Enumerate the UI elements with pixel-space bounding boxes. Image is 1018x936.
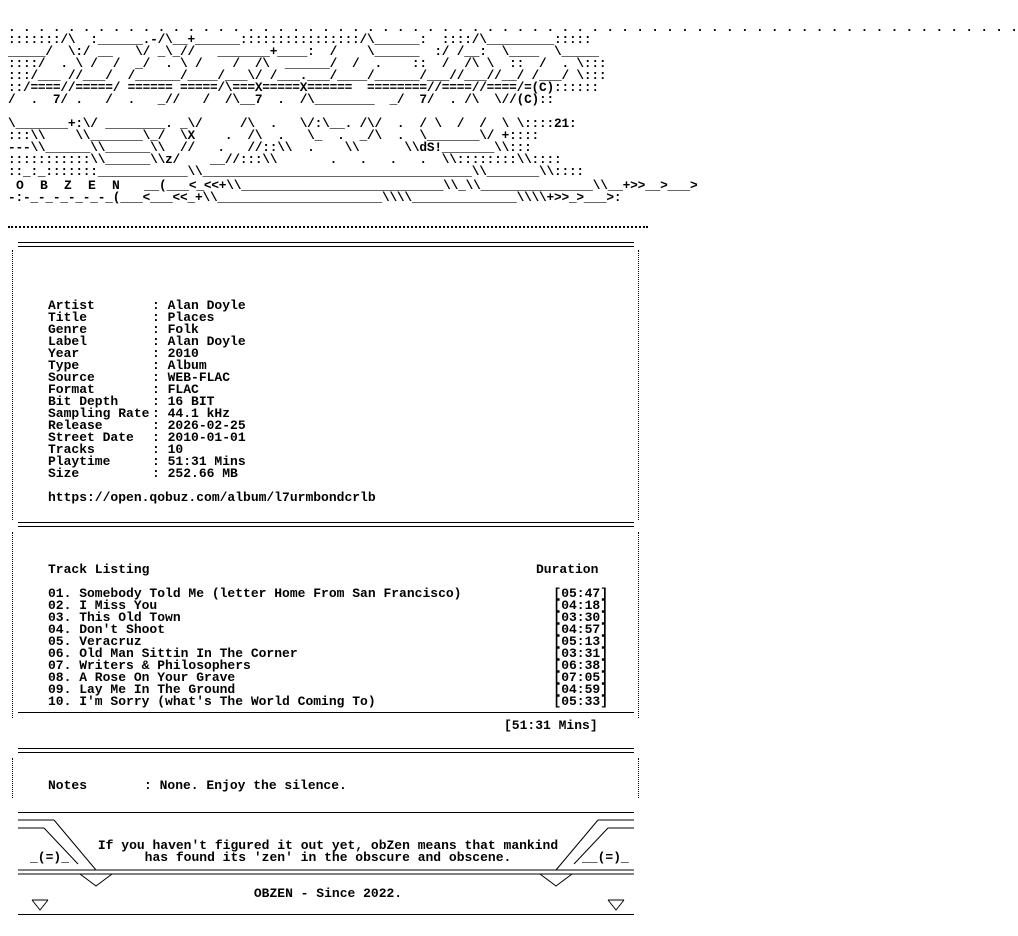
track-title: 07. Writers & Philosophers — [48, 658, 251, 673]
track-row — [48, 696, 608, 708]
frame-left-border — [12, 758, 13, 798]
info-value: 2010 — [167, 346, 199, 361]
banner-line: / . 7/ . / . _// / /\__7 . /\________ _/ 7/ . /\ \//(C):: — [8, 92, 554, 107]
info-key: Format — [48, 382, 95, 397]
frame-right-border — [638, 250, 639, 520]
info-row: Source : WEB-FLAC — [48, 370, 231, 385]
info-key: Title — [48, 310, 88, 325]
info-value: FLAC — [167, 382, 199, 397]
footer-message-line: has found its 'zen' in the obscure and obscene. — [144, 850, 512, 865]
info-row: Year : 2010 — [48, 346, 199, 361]
info-key: Bit Depth — [48, 394, 119, 409]
track-duration: [03:30] — [553, 610, 608, 625]
double-rule — [18, 522, 634, 527]
track-title: 02. I Miss You — [48, 598, 158, 613]
info-key: Label — [48, 334, 88, 349]
info-row: Size : 252.66 MB — [48, 466, 238, 481]
total-playtime: [51:31 Mins] — [504, 718, 598, 733]
track-duration: [06:38] — [553, 658, 608, 673]
info-value: Album — [167, 358, 207, 373]
info-key: Playtime — [48, 454, 111, 469]
info-row: Title : Places — [48, 310, 215, 325]
banner-line: ::_:_:::::::____________\\____________________________________\\_______\\:::: — [8, 164, 584, 179]
left-badge: _(=)_ — [30, 850, 70, 865]
track-title: 08. A Rose On Your Grave — [48, 670, 236, 685]
info-key: Artist — [48, 298, 95, 313]
logo-letter: Z — [64, 178, 72, 193]
notes-text: : None. Enjoy the silence. — [144, 778, 347, 793]
info-value: Folk — [167, 322, 199, 337]
footer-message-line: If you haven't figured it out yet, obZen means that mankind — [97, 838, 559, 853]
info-key: Source — [48, 370, 95, 385]
frame-right-border — [638, 758, 639, 798]
info-key: Street Date — [48, 430, 134, 445]
info-value: 16 BIT — [167, 394, 215, 409]
info-row: Type : Album — [48, 358, 207, 373]
logo-letter: O — [16, 178, 24, 193]
logo-letter: E — [88, 178, 96, 193]
track-duration: [04:57] — [553, 622, 608, 637]
track-duration: [03:31] — [553, 646, 608, 661]
banner-line: :::::::::::\\______\\z/ __//:::\\ . . . . \\::::::::\\:::: — [8, 152, 562, 167]
info-value: 252.66 MB — [167, 466, 238, 481]
track-title: 01. Somebody Told Me (letter Home From San Francisco) — [48, 586, 462, 601]
right-chevron-down-icon — [606, 898, 626, 912]
info-value: Alan Doyle — [167, 334, 246, 349]
double-rule — [18, 242, 634, 247]
track-duration: [04:18] — [553, 598, 608, 613]
track-duration: [05:33] — [553, 694, 608, 709]
info-row: Bit Depth : 16 BIT — [48, 394, 215, 409]
info-row: Sampling Rate : 44.1 kHz — [48, 406, 231, 421]
info-row: Format : FLAC — [48, 382, 199, 397]
track-title: 04. Don't Shoot — [48, 622, 166, 637]
logo-letter: N — [112, 178, 120, 193]
track-duration: [05:47] — [553, 586, 608, 601]
info-value: 10 — [167, 442, 184, 457]
info-key: Size — [48, 466, 80, 481]
info-key: Year — [48, 346, 80, 361]
info-key: Sampling Rate — [48, 406, 150, 421]
track-title: 05. Veracruz — [48, 634, 142, 649]
banner-line: ::/====//=====/ ====== =====/\===X=====X====== ========//====//====/=(C):::::: — [8, 80, 599, 95]
info-key: Genre — [48, 322, 88, 337]
signature: OBZEN - Since 2022. — [253, 886, 403, 901]
right-badge: __(=)_ — [582, 850, 629, 865]
frame-left-border — [12, 532, 13, 718]
info-value: 2026-02-25 — [167, 418, 246, 433]
info-row: Artist : Alan Doyle — [48, 298, 246, 313]
banner-line: ---\\______\\______\\ // . //::\\ . \\ \\dS!_______\\::: — [8, 140, 532, 155]
info-key: Release — [48, 418, 103, 433]
left-chevron-down-icon — [30, 898, 50, 912]
banner-line: ::::/ . \ / / _/ . \ / / /\ ______/ / . :: / /\ \ :: / . \::: — [8, 56, 607, 71]
banner-line: _____/ \:/ __ \/ _\_// _______+____: / \______ :/ /__: \____ \_____ — [8, 44, 599, 59]
banner-line: :::/___ //___/ /______/____/___\/ /___.___/____/______/___//___//__/ /___/ \::: — [8, 68, 607, 83]
track-title: 06. Old Man Sittin In The Corner — [48, 646, 298, 661]
banner-line: \_______+:\/ ________. _\/ /\ . \/:\__. /\/ . / \ / / \ \::::21: — [8, 116, 577, 131]
info-value: 2010-01-01 — [167, 430, 246, 445]
info-row: Playtime : 51:31 Mins — [48, 454, 246, 469]
dotted-divider — [8, 226, 648, 228]
info-value: Alan Doyle — [167, 298, 246, 313]
info-row: Label : Alan Doyle — [48, 334, 246, 349]
tracklist-rule — [18, 712, 634, 713]
album-url[interactable]: https://open.qobuz.com/album/l7urmbondcrlb — [48, 490, 376, 505]
info-value: 44.1 kHz — [167, 406, 231, 421]
track-title: 10. I'm Sorry (what's The World Coming To) — [48, 694, 376, 709]
bottom-rule — [18, 914, 634, 915]
logo-letter: B — [40, 178, 48, 193]
info-key: Tracks — [48, 442, 95, 457]
banner-line: :::::::/\ :______.-/\__+______::::::::::::::::/\______: ::::/\_________::::: — [8, 32, 592, 47]
track-duration: [05:13] — [553, 634, 608, 649]
frame-right-border — [638, 532, 639, 718]
track-title: 09. Lay Me In The Ground — [48, 682, 236, 697]
info-key: Type — [48, 358, 80, 373]
info-value: Places — [167, 310, 215, 325]
tracklist-heading: Track Listing — [48, 562, 150, 577]
info-value: WEB-FLAC — [167, 370, 231, 385]
track-title: 03. This Old Town — [48, 610, 181, 625]
info-row: Genre : Folk — [48, 322, 199, 337]
logo-tail: __(___<_<<+\\___________________________\\_\\_______________\\__+>>__>___> — [144, 178, 698, 193]
logo-tail: -:-_-_-_-_-_-_(___<___<<_+\\______________________\\\\______________\\\\+>>_>___>: — [8, 190, 622, 205]
track-duration: [04:59] — [553, 682, 608, 697]
frame-left-border — [12, 250, 13, 520]
double-rule — [18, 748, 634, 753]
banner-line: :::\\ \\_______\_/ \X . /\ . \_ . _/\ . \_______\/ +:::: — [8, 128, 540, 143]
info-row: Street Date : 2010-01-01 — [48, 430, 246, 445]
duration-heading: Duration — [536, 562, 599, 577]
notes-label: Notes — [48, 778, 88, 793]
info-row: Tracks : 10 — [48, 442, 184, 457]
info-row: Release : 2026-02-25 — [48, 418, 246, 433]
banner-line: . . . . . . . . . . . . . . . . . . . . . . . . . . . . . . . . . . . . . . . . . . . . . . . . . . . . . . . . . . . . . . . . . . . . — [8, 20, 1018, 35]
info-value: 51:31 Mins — [167, 454, 246, 469]
track-duration: [07:05] — [553, 670, 608, 685]
